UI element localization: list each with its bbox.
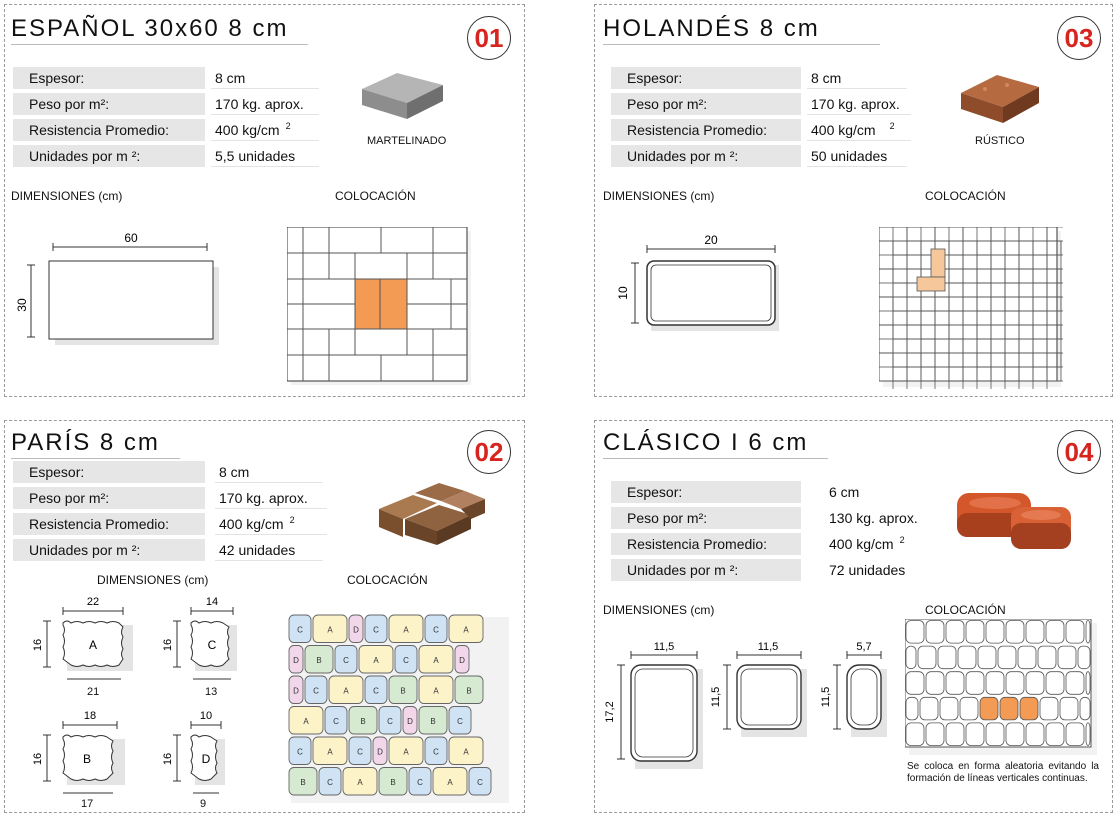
cobble-paver xyxy=(1026,672,1044,695)
cobble-letter: C xyxy=(387,716,393,726)
dimension-drawing xyxy=(611,233,791,335)
cobble-paver xyxy=(1080,697,1090,720)
cobble-letter: D xyxy=(407,716,413,726)
cobble-letter: D xyxy=(293,655,299,665)
piece-b-drawing xyxy=(27,707,137,797)
cobble-paver xyxy=(1060,697,1078,720)
piece-top-dim: 14 xyxy=(205,596,219,608)
cobble-letter: A xyxy=(403,625,409,635)
cobble-paver xyxy=(1006,672,1024,695)
cobble-letter: D xyxy=(377,747,383,757)
superscript: 2 xyxy=(289,515,295,525)
piece-width-dim: 5,7 xyxy=(856,641,872,653)
spec-value: 130 kg. aprox. xyxy=(829,510,918,526)
panel-number-badge: 03 xyxy=(1057,16,1101,60)
spec-label: Resistencia Promedio: xyxy=(13,119,205,141)
cobble-letter: C xyxy=(297,747,303,757)
superscript: 2 xyxy=(899,535,905,545)
cobble-letter: B xyxy=(316,655,322,665)
cobble-paver xyxy=(946,723,964,746)
cobble-letter: A xyxy=(327,747,333,757)
spec-value: 170 kg. aprox. xyxy=(215,487,327,509)
spec-label: Resistencia Promedio: xyxy=(611,119,801,141)
cobble-letter: D xyxy=(293,686,299,696)
cobble-paver xyxy=(958,646,976,669)
panel-title: PARÍS 8 cm xyxy=(11,429,180,459)
dimensiones-heading: DIMENSIONES (cm) xyxy=(603,189,715,203)
panel-title: HOLANDÉS 8 cm xyxy=(603,15,880,45)
piece-side-dim: 16 xyxy=(162,638,174,652)
piece-top-dim: 22 xyxy=(86,596,100,608)
cobble-paver xyxy=(1086,621,1090,644)
spec-table xyxy=(13,461,331,565)
cobble-letter: A xyxy=(447,777,453,787)
colocacion-heading: COLOCACIÓN xyxy=(347,573,428,587)
cobble-paver xyxy=(1006,723,1024,746)
piece-half-drawing xyxy=(815,639,891,743)
cobble-paver xyxy=(1018,646,1036,669)
cobble-letter: C xyxy=(457,716,463,726)
piece-letter: C xyxy=(207,638,217,652)
cobble-paver xyxy=(1058,646,1076,669)
cobble-letter: A xyxy=(373,655,379,665)
cobble-letter: C xyxy=(327,777,333,787)
cobble-letter: A xyxy=(303,716,309,726)
cobble-paver xyxy=(1066,723,1084,746)
spec-label: Resistencia Promedio: xyxy=(611,533,801,555)
spec-value: 72 unidades xyxy=(829,562,906,578)
piece-bottom-dim: 17 xyxy=(81,798,94,810)
spec-label: Unidades por m ²: xyxy=(13,145,205,167)
spec-label: Peso por m²: xyxy=(13,93,205,115)
cobble-paver xyxy=(966,672,984,695)
cobble-paver xyxy=(940,697,958,720)
piece-side-dim: 16 xyxy=(32,752,44,766)
spec-row-peso xyxy=(611,507,931,531)
cobble-paver xyxy=(926,723,944,746)
cobble-paver xyxy=(926,621,944,644)
panel-holandes xyxy=(594,4,1113,397)
spec-value-text: 400 kg/cm xyxy=(829,536,894,552)
cobble-letter: A xyxy=(463,747,469,757)
cobble-letter: C xyxy=(433,747,439,757)
paver-photo-paris xyxy=(375,479,505,551)
spec-row-unidades xyxy=(611,559,931,583)
dimensiones-heading: DIMENSIONES (cm) xyxy=(97,573,209,587)
dimension-drawing xyxy=(9,227,229,351)
cobble-paver xyxy=(978,646,996,669)
highlight-paver xyxy=(1000,697,1018,720)
highlight-paver xyxy=(917,277,945,291)
paver-photo-martelinado xyxy=(357,67,447,127)
cobble-paver xyxy=(1006,621,1024,644)
cobble-letter: B xyxy=(300,777,306,787)
panel-number-badge: 02 xyxy=(467,430,511,474)
cobble-letter: D xyxy=(353,625,359,635)
cobble-paver xyxy=(1046,723,1064,746)
cobble-paver xyxy=(920,697,938,720)
spec-label: Peso por m²: xyxy=(611,93,801,115)
dim-width-label: 20 xyxy=(704,233,718,247)
spec-label: Espesor: xyxy=(13,461,205,483)
cobble-paver xyxy=(986,723,1004,746)
cobble-paver xyxy=(1066,672,1084,695)
piece-letter: A xyxy=(88,638,98,652)
spec-row-unidades xyxy=(611,145,911,169)
spec-value: 42 unidades xyxy=(215,539,323,561)
piece-bottom-dim: 9 xyxy=(200,798,207,810)
cobble-letter: D xyxy=(459,655,465,665)
cobble-paver xyxy=(906,672,924,695)
spec-row-peso xyxy=(611,93,911,117)
piece-letter: B xyxy=(82,752,92,766)
cobble-letter: C xyxy=(417,777,423,787)
spec-row-unidades xyxy=(13,539,331,563)
spec-label: Unidades por m ²: xyxy=(611,145,801,167)
cobble-letter: C xyxy=(373,625,379,635)
dimensiones-heading: DIMENSIONES (cm) xyxy=(603,603,715,617)
cobble-paver xyxy=(966,723,984,746)
cobble-paver xyxy=(1086,672,1090,695)
colocacion-heading: COLOCACIÓN xyxy=(335,189,416,203)
piece-height-dim: 17,2 xyxy=(604,701,616,723)
cobble-paver xyxy=(906,697,918,720)
cobble-letter: C xyxy=(297,625,303,635)
cobble-paver xyxy=(1078,646,1090,669)
cobble-letter: A xyxy=(403,747,409,757)
cobble-paver xyxy=(918,646,936,669)
spec-row-unidades xyxy=(13,145,323,169)
spec-value-text: 400 kg/cm xyxy=(215,122,280,138)
spec-row-resistencia xyxy=(13,119,323,143)
piece-letter: D xyxy=(201,752,211,766)
spec-value: 170 kg. aprox. xyxy=(211,93,319,115)
cobble-paver xyxy=(946,672,964,695)
cobble-paver xyxy=(1038,646,1056,669)
piece-height-dim: 11,5 xyxy=(820,686,832,708)
spec-label: Resistencia Promedio: xyxy=(13,513,205,535)
spec-value: 170 kg. aprox. xyxy=(807,93,911,115)
highlight-paver xyxy=(355,279,380,329)
colocacion-heading: COLOCACIÓN xyxy=(925,603,1006,617)
cobble-letter: C xyxy=(477,777,483,787)
spec-value: 8 cm xyxy=(211,67,319,89)
cobble-paver xyxy=(906,723,924,746)
colocacion-heading: COLOCACIÓN xyxy=(925,189,1006,203)
cobble-letter: B xyxy=(360,716,366,726)
spec-value-text: 400 kg/cm xyxy=(811,122,876,138)
spec-row-peso xyxy=(13,93,323,117)
spec-label: Unidades por m ²: xyxy=(611,559,801,581)
paver-photo-rustico xyxy=(955,67,1045,129)
laying-pattern xyxy=(879,227,1063,389)
panel-number-badge: 01 xyxy=(467,16,511,60)
piece-height-dim: 11,5 xyxy=(710,686,722,708)
laying-pattern xyxy=(287,613,509,803)
spec-value: 50 unidades xyxy=(807,145,907,167)
dim-height-label: 10 xyxy=(616,286,630,300)
cobble-paver xyxy=(1046,621,1064,644)
cobble-paver xyxy=(1026,621,1044,644)
cobble-paver xyxy=(1026,723,1044,746)
spec-label: Unidades por m ²: xyxy=(13,539,205,561)
spec-value: 8 cm xyxy=(215,461,323,483)
piece-a-drawing xyxy=(27,593,157,683)
panel-number-badge: 04 xyxy=(1057,430,1101,474)
piece-side-dim: 16 xyxy=(32,638,44,652)
cobble-paver xyxy=(938,646,956,669)
highlight-paver xyxy=(1020,697,1038,720)
piece-square-drawing xyxy=(705,639,809,743)
spec-value xyxy=(825,533,929,555)
panel-paris xyxy=(4,420,525,813)
spec-label: Peso por m²: xyxy=(611,507,801,529)
piece-side-dim: 16 xyxy=(162,752,174,766)
cobble-paver xyxy=(926,672,944,695)
cobble-paver xyxy=(960,697,978,720)
cobble-letter: B xyxy=(466,686,472,696)
dim-width-label: 60 xyxy=(124,231,138,245)
cobble-letter: B xyxy=(430,716,436,726)
piece-rect-drawing xyxy=(601,639,705,771)
cobble-letter: C xyxy=(403,655,409,665)
cobble-paver xyxy=(906,621,924,644)
superscript: 2 xyxy=(285,121,291,131)
cobble-paver xyxy=(986,672,1004,695)
spec-value-text: 400 kg/cm xyxy=(219,516,284,532)
cobble-letter: A xyxy=(463,625,469,635)
piece-top-dim: 18 xyxy=(83,710,97,722)
finish-caption: RÚSTICO xyxy=(975,135,1025,147)
spec-row-resistencia xyxy=(13,513,331,537)
cobble-paver xyxy=(946,621,964,644)
piece-c-drawing xyxy=(157,593,247,683)
piece-top-dim: 10 xyxy=(199,710,213,722)
cobble-letter: B xyxy=(390,777,396,787)
spec-label: Espesor: xyxy=(13,67,205,89)
panel-title: ESPAÑOL 30x60 8 cm xyxy=(11,15,308,45)
dim-height-label: 30 xyxy=(15,298,29,312)
panel-title: CLÁSICO I 6 cm xyxy=(603,429,828,459)
spec-row-espesor xyxy=(611,67,911,91)
spec-row-resistencia xyxy=(611,533,931,557)
cobble-letter: A xyxy=(433,686,439,696)
paver-photo-clasico xyxy=(951,483,1081,563)
highlight-paver xyxy=(931,249,945,277)
laying-pattern xyxy=(905,619,1097,755)
highlight-paver xyxy=(380,279,407,329)
spec-value xyxy=(215,513,327,535)
cobble-letter: A xyxy=(327,625,333,635)
cobble-paver xyxy=(1040,697,1058,720)
spec-label: Peso por m²: xyxy=(13,487,205,509)
spec-row-resistencia xyxy=(611,119,911,143)
cobble-paver xyxy=(998,646,1016,669)
spec-table xyxy=(13,67,323,171)
cobble-paver xyxy=(906,646,916,669)
piece-d-drawing xyxy=(157,707,237,797)
spec-row-espesor xyxy=(13,461,331,485)
cobble-letter: A xyxy=(343,686,349,696)
cobble-paver xyxy=(1046,672,1064,695)
cobble-letter: C xyxy=(333,716,339,726)
spec-row-espesor xyxy=(13,67,323,91)
cobble-letter: C xyxy=(343,655,349,665)
cobble-paver xyxy=(966,621,984,644)
superscript: 2 xyxy=(889,121,895,131)
spec-value: 6 cm xyxy=(829,484,860,500)
cobble-letter: C xyxy=(313,686,319,696)
cobble-letter: C xyxy=(373,686,379,696)
spec-value: 8 cm xyxy=(807,67,907,89)
cobble-paver xyxy=(986,621,1004,644)
spec-value xyxy=(211,119,319,141)
spec-row-peso xyxy=(13,487,331,511)
cobble-letter: A xyxy=(357,777,363,787)
piece-bottom-dim: 13 xyxy=(205,686,218,698)
panel-espanol xyxy=(4,4,525,397)
piece-width-dim: 11,5 xyxy=(757,641,779,653)
spec-label: Espesor: xyxy=(611,67,801,89)
cobble-letter: C xyxy=(433,625,439,635)
cobble-letter: A xyxy=(433,655,439,665)
spec-row-espesor xyxy=(611,481,931,505)
cobble-paver xyxy=(1086,723,1090,746)
spec-label: Espesor: xyxy=(611,481,801,503)
finish-caption: MARTELINADO xyxy=(367,135,447,147)
spec-table xyxy=(611,67,911,171)
dimensiones-heading: DIMENSIONES (cm) xyxy=(11,189,123,203)
piece-width-dim: 11,5 xyxy=(653,641,675,653)
highlight-paver xyxy=(980,697,998,720)
panel-clasico xyxy=(594,420,1113,813)
cobble-letter: B xyxy=(400,686,406,696)
spec-value: 5,5 unidades xyxy=(211,145,319,167)
spec-table xyxy=(611,481,931,585)
placement-note: Se coloca en forma aleatoria evitando la formación de líneas verticales continuas. xyxy=(907,761,1099,784)
piece-bottom-dim: 21 xyxy=(87,686,100,698)
cobble-paver xyxy=(1066,621,1084,644)
cobble-letter: C xyxy=(357,747,363,757)
spec-value xyxy=(807,119,911,141)
laying-pattern xyxy=(287,227,477,389)
